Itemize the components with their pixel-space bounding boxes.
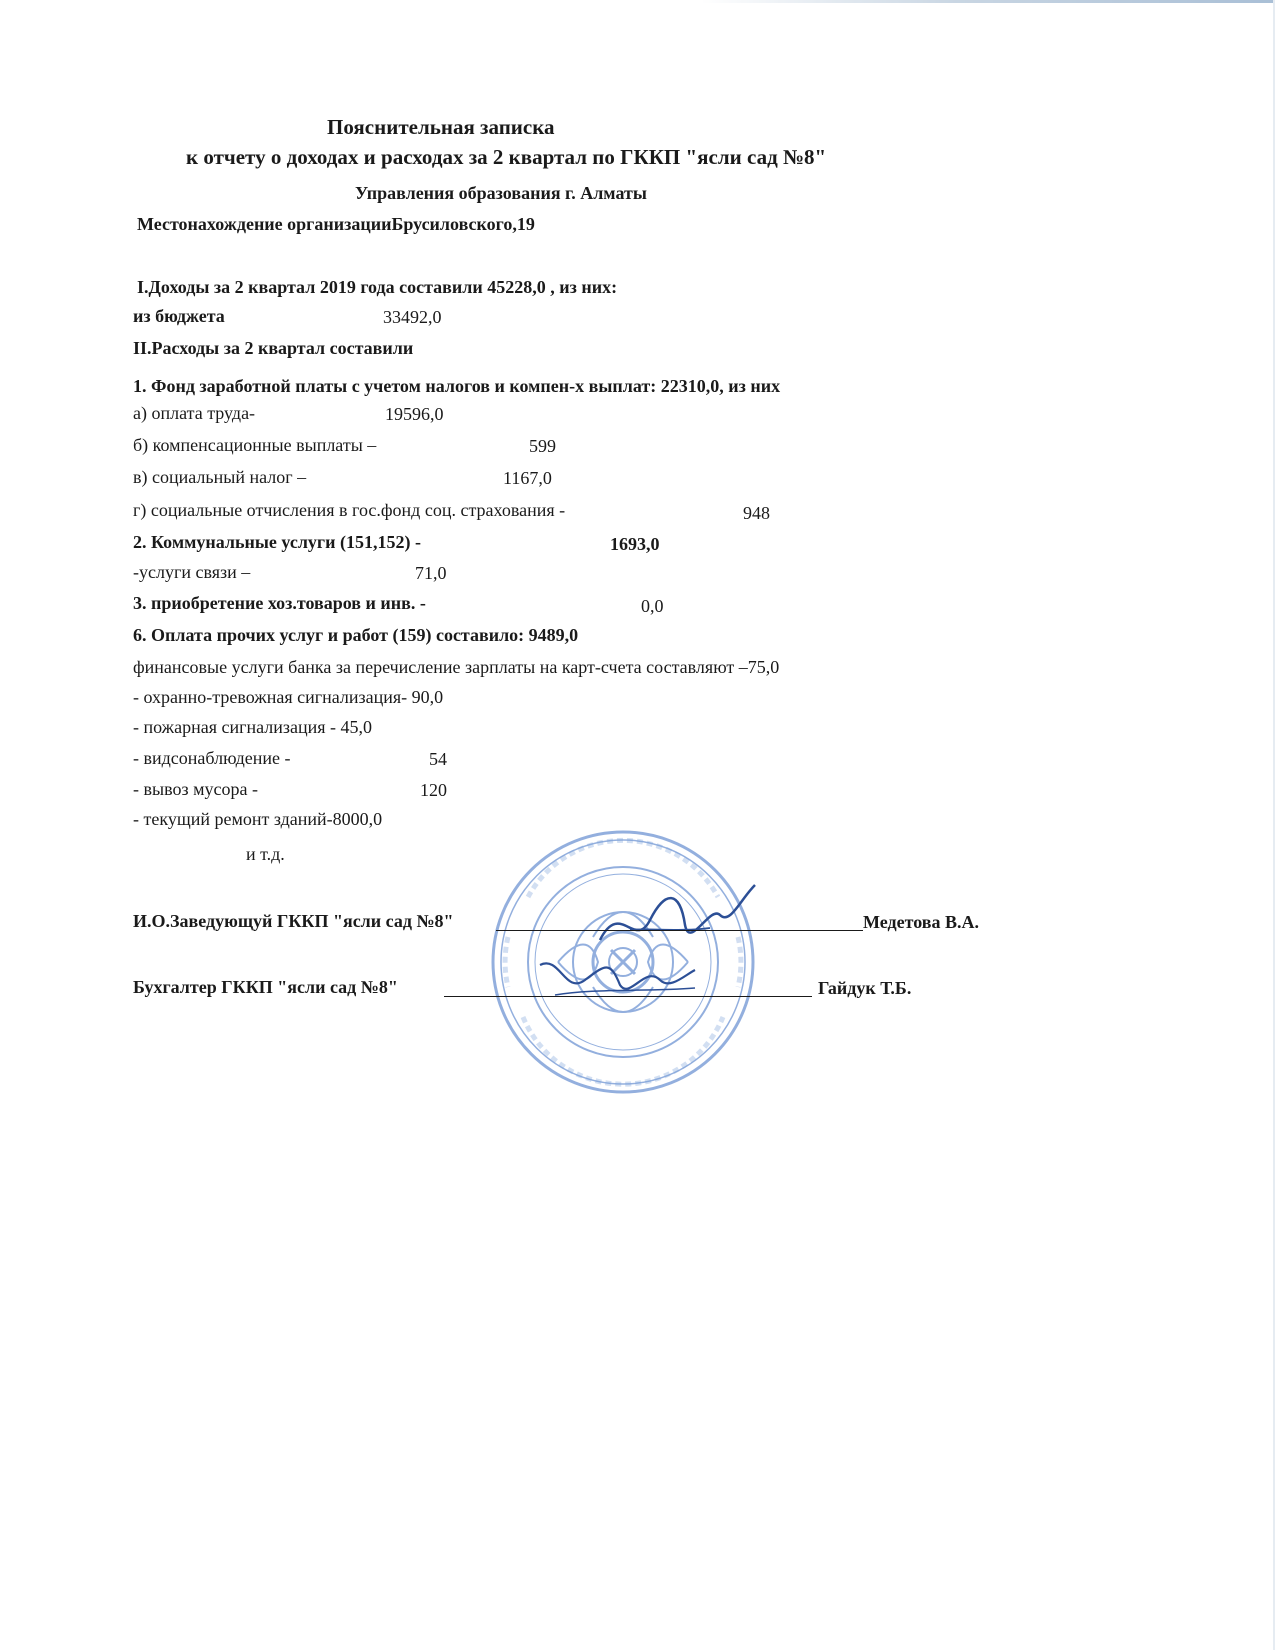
other-service-value: 54 [429,749,447,769]
payroll-item-value: 948 [743,503,770,523]
other-service-item: финансовые услуги банка за перечисление зарплаты на карт-счета составляют –75,0 [133,657,780,677]
accountant-name: Гайдук Т.Б. [818,978,912,998]
other-service-value: 120 [420,780,447,800]
document-title: Пояснительная записка [327,115,555,139]
accountant-signature-line [444,978,812,997]
goods-heading: 3. приобретение хоз.товаров и инв. - [133,593,426,613]
other-services-heading: 6. Оплата прочих услуг и работ (159) составило: 9489,0 [133,625,579,645]
scan-edge [0,0,1275,3]
payroll-item-value: 19596,0 [385,404,444,424]
expenses-heading: II.Расходы за 2 квартал составили [133,338,414,358]
other-service-item: - пожарная сигнализация - 45,0 [133,717,373,737]
goods-value: 0,0 [641,596,664,616]
other-service-item: - охранно-тревожная сигнализация- 90,0 [133,687,444,707]
utilities-value: 1693,0 [610,534,660,554]
director-signature-line [496,912,863,931]
accountant-title: Бухгалтер ГККП "ясли сад №8" [133,977,398,997]
payroll-heading: 1. Фонд заработной платы с учетом налогов и компен-х выплат: 22310,0, из них [133,376,781,396]
director-name: Медетова В.А. [863,912,979,932]
communication-value: 71,0 [415,563,447,583]
payroll-item-label: а) оплата труда- [133,403,256,423]
payroll-item-value: 1167,0 [503,468,552,488]
department-line: Управления образования г. Алматы [355,183,647,203]
document-subtitle: к отчету о доходах и расходах за 2 квартал по ГККП "ясли сад №8" [186,145,827,169]
payroll-item-label: в) социальный налог – [133,467,307,487]
payroll-item-label: б) компенсационные выплаты – [133,435,377,455]
budget-label: из бюджета [133,306,225,326]
other-service-item: - текущий ремонт зданий-8000,0 [133,809,383,829]
communication-label: -услуги связи – [133,562,251,582]
other-service-item: - вывоз мусора - [133,779,258,799]
other-service-item: - видсонаблюдение - [133,748,291,768]
director-title: И.О.Заведующуй ГККП "ясли сад №8" [133,911,454,931]
etc-text: и т.д. [246,844,285,864]
budget-value: 33492,0 [383,307,442,327]
utilities-heading: 2. Коммунальные услуги (151,152) - [133,532,421,552]
payroll-item-label: г) социальные отчисления в гос.фонд соц. страхования - [133,500,566,520]
income-heading: I.Доходы за 2 квартал 2019 года составили 45228,0 , из них: [137,277,618,297]
payroll-item-value: 599 [529,436,556,456]
location-line: Местонахождение организацииБрусиловского,19 [137,214,535,234]
